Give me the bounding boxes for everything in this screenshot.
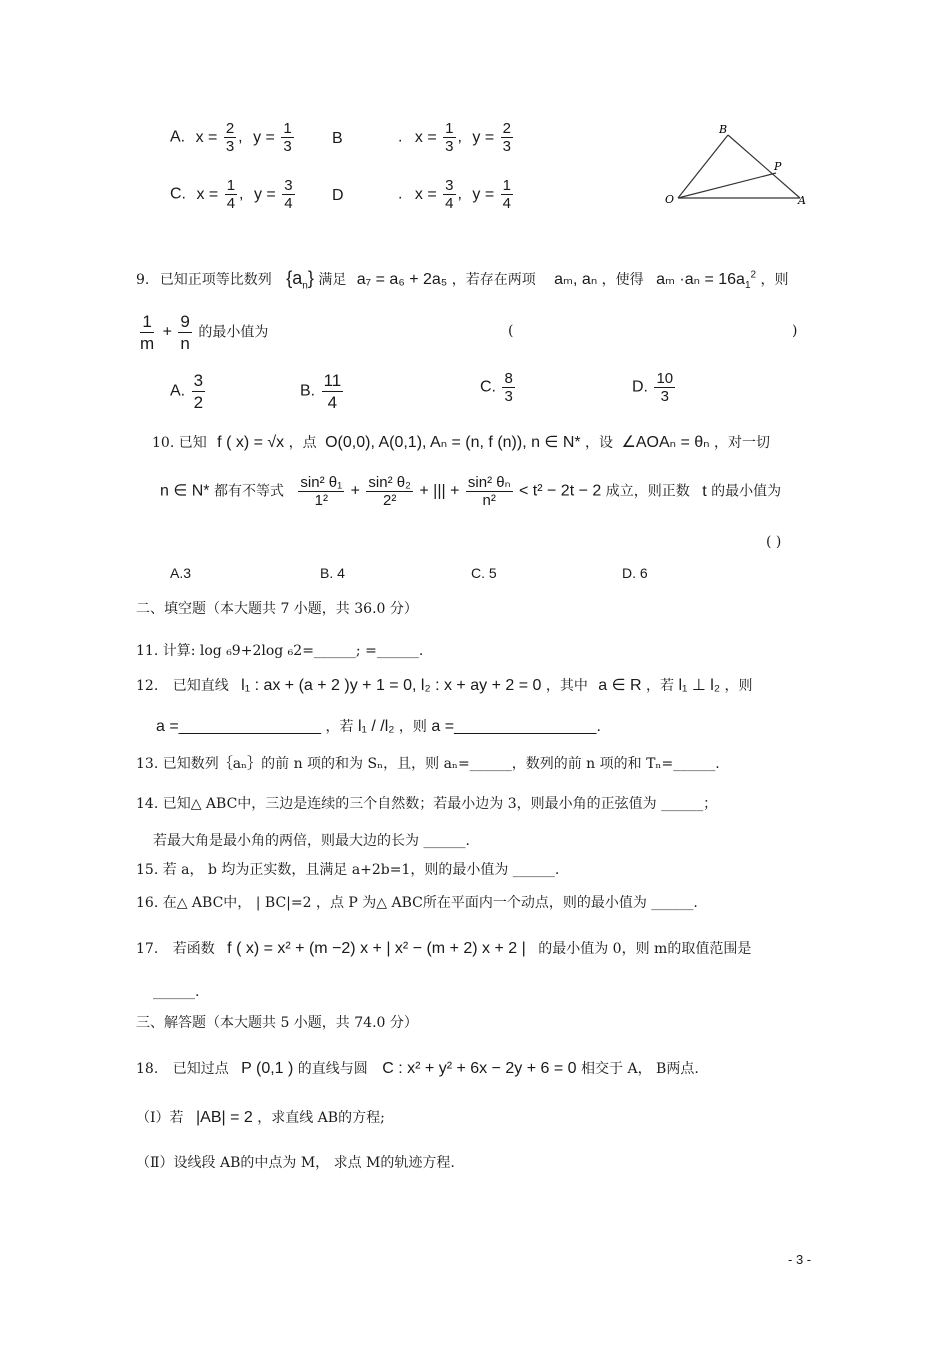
q10-option-c: C. 5 <box>471 565 497 581</box>
x-var: x = <box>196 185 219 203</box>
q12-line2 <box>156 716 601 736</box>
denominator: 4 <box>284 195 293 212</box>
q9-paren-close: ) <box>792 323 798 339</box>
fraction <box>366 474 413 509</box>
terms: aₘ, aₙ <box>554 271 598 288</box>
text: 已知直线 <box>172 678 229 694</box>
q14-line1: 14. 已知△ ABC中，三边是连续的三个自然数；若最小边为 3，则最小角的正弦值为 ______； <box>136 796 718 812</box>
numerator: 11 <box>323 371 342 390</box>
text: 的最小值为 <box>711 483 782 500</box>
text: ，则 <box>760 272 789 288</box>
fraction <box>178 311 191 354</box>
q8-option-b-label <box>332 130 343 148</box>
parallel: l₁ / /l₂ <box>357 718 395 735</box>
numerator: 8 <box>504 370 513 387</box>
fraction <box>501 177 513 212</box>
label-p: P <box>774 160 782 173</box>
denominator: m <box>140 334 155 353</box>
x-var: x = <box>414 128 437 146</box>
product-sub: 1 <box>744 280 751 292</box>
q9-line2 <box>136 311 268 354</box>
q17-line1 <box>136 938 751 958</box>
option-label: B <box>332 130 343 147</box>
label-b: B <box>719 123 728 136</box>
fraction <box>501 120 513 155</box>
text: ，对一切 <box>713 435 770 451</box>
ellipsis: + ||| + <box>419 482 460 500</box>
q18-part2: （Ⅱ）设线段 AB的中点为 M， 求点 M的轨迹方程. <box>136 1155 455 1171</box>
ab-length: |AB| = 2 <box>195 1109 253 1126</box>
numerator: 1 <box>502 177 511 194</box>
q15: 15. 若 a， b 均为正实数，且满足 a+2b=1，则的最小值为 ______. <box>136 862 560 878</box>
text: 相交于 A， B两点. <box>581 1061 699 1077</box>
fraction <box>654 370 675 405</box>
text: ，点 <box>288 435 317 451</box>
numerator: 1 <box>142 312 152 331</box>
q9-option-c <box>480 370 517 405</box>
q9-paren-open: ( <box>508 323 514 339</box>
denominator: 4 <box>445 195 454 212</box>
option-label: C. <box>480 378 496 396</box>
denominator: 4 <box>327 393 338 412</box>
product <box>656 269 757 292</box>
q8-option-d <box>398 177 515 212</box>
q14-line2: 若最大角是最小角的两倍，则最大边的长为 ______. <box>153 833 470 849</box>
fraction <box>298 474 344 509</box>
numerator: sin² θ₁ <box>300 474 343 491</box>
text: ，设 <box>585 435 614 451</box>
q10-line1 <box>152 432 770 452</box>
denominator: 3 <box>225 138 235 155</box>
points: O(0,0), A(0,1), Aₙ = (n, f (n)), n ∈ N* <box>325 434 581 451</box>
denominator: 1² <box>314 492 328 509</box>
function: f ( x) = x² + (m −2) x + | x² − (m + 2) x + 2 | <box>227 940 526 957</box>
denominator: 4 <box>226 195 236 212</box>
perpendicular: l₁ ⊥ l₂ <box>678 677 721 694</box>
text: 都有不等式 <box>213 483 284 500</box>
q10-line2 <box>160 474 781 509</box>
text: ，则 <box>398 719 427 735</box>
n-in-N: n ∈ N* <box>160 482 210 500</box>
var-t: t <box>702 482 707 500</box>
fraction <box>443 177 455 212</box>
text: 成立，则正数 <box>605 483 690 500</box>
text: 已知正项等比数列 <box>159 272 272 288</box>
q18-line1 <box>136 1058 699 1078</box>
q8-option-a <box>170 120 296 155</box>
text: 满足 <box>318 272 347 288</box>
fraction <box>443 120 455 155</box>
option-label: C. <box>170 185 186 203</box>
circle-equation: C : x² + y² + 6x − 2y + 6 = 0 <box>382 1060 577 1077</box>
product-text: aₘ ·aₙ = 16a <box>656 271 745 288</box>
text: 已知 <box>178 435 207 451</box>
question-number: 18. <box>136 1061 159 1077</box>
numerator: 3 <box>284 177 293 194</box>
fraction <box>225 177 237 212</box>
y-var: y = <box>472 185 495 203</box>
numerator: 1 <box>226 177 236 194</box>
page-number: - 3 - <box>788 1252 812 1267</box>
point-p: P (0,1 ) <box>241 1060 294 1077</box>
q10-option-a: A.3 <box>170 565 192 581</box>
section-fill-in-heading: 二、填空题（本大题共 7 小题，共 36.0 分） <box>136 601 418 617</box>
label-o: O <box>665 193 675 206</box>
q10-option-b: B. 4 <box>320 565 345 581</box>
numerator: 1 <box>283 120 292 137</box>
numerator: 3 <box>193 371 204 390</box>
q8-option-d-label <box>332 187 344 205</box>
function: f ( x) = √x <box>217 434 285 451</box>
section-answer-heading: 三、解答题（本大题共 5 小题，共 74.0 分） <box>136 1015 418 1031</box>
numerator: 1 <box>445 120 454 137</box>
text: （Ⅰ）若 <box>136 1110 184 1126</box>
seq-close: } <box>307 268 314 288</box>
product-sup: 2 <box>750 269 757 281</box>
blank-perp: a =________________ <box>156 718 322 735</box>
q9-option-a <box>170 370 207 413</box>
q16: 16. 在△ ABC中， | BC|=2 ，点 P 为△ ABC所在平面内一个动点，则的最小值为 ______. <box>136 895 698 911</box>
q9-option-d <box>632 370 677 405</box>
x-var: x = <box>195 128 218 146</box>
text: 若函数 <box>172 941 215 957</box>
q10-option-d: D. 6 <box>622 565 648 581</box>
numerator: 9 <box>180 312 190 331</box>
q9-line1 <box>136 268 789 292</box>
lines: l₁ : ax + (a + 2 )y + 1 = 0, l₂ : x + ay + 2 = 0 <box>241 677 542 694</box>
segment-ba <box>728 135 800 198</box>
option-label: A. <box>170 128 186 146</box>
sequence <box>286 268 314 292</box>
q17-blank: ______. <box>153 984 200 1000</box>
angle: ∠AOAₙ = θₙ <box>621 434 710 451</box>
question-number: 17. <box>136 941 159 957</box>
question-number: 12. <box>136 678 159 694</box>
x-var: x = <box>414 185 437 203</box>
denominator: 4 <box>502 195 511 212</box>
text: ，使得 <box>601 272 644 288</box>
dot: . <box>398 185 403 203</box>
numerator: sin² θ₂ <box>368 474 411 491</box>
fraction <box>502 370 514 405</box>
denominator: 3 <box>502 138 511 155</box>
denominator: n² <box>482 492 496 509</box>
denominator: n <box>180 334 190 353</box>
inequality-rhs: < t² − 2t − 2 <box>519 482 602 500</box>
segment-op <box>678 173 776 198</box>
numerator: 3 <box>445 177 454 194</box>
denominator: 2 <box>193 393 204 412</box>
q18-part1 <box>136 1107 385 1127</box>
text: ，若 <box>646 678 675 694</box>
comma: , <box>457 128 462 146</box>
fraction <box>466 474 513 509</box>
q12-line1 <box>136 675 752 695</box>
question-number: 9. <box>136 272 150 288</box>
label-a: A <box>798 194 806 207</box>
fraction <box>281 120 293 155</box>
denominator: 3 <box>445 138 454 155</box>
option-label: B. <box>300 382 316 400</box>
denominator: 3 <box>283 138 292 155</box>
text: ，其中 <box>545 678 588 694</box>
fraction <box>192 370 205 413</box>
fraction <box>322 370 344 413</box>
condition: a ∈ R <box>598 677 642 694</box>
fraction <box>224 120 236 155</box>
triangle-figure <box>660 120 820 210</box>
text: 已知过点 <box>172 1061 229 1077</box>
q11: 11. 计算: log ₆9+2log ₆2=______; =______. <box>136 643 424 659</box>
text: 的最小值为 <box>198 324 269 341</box>
segment-ob <box>678 135 728 198</box>
y-var: y = <box>472 128 495 146</box>
option-label: D <box>332 187 344 204</box>
denominator: 3 <box>504 388 513 405</box>
numerator: 2 <box>502 120 511 137</box>
text: ，则 <box>724 678 753 694</box>
fraction <box>282 177 294 212</box>
fraction <box>138 311 156 354</box>
denominator: 3 <box>660 388 669 405</box>
comma: , <box>238 128 243 146</box>
text: ，若 <box>325 719 354 735</box>
question-number: 10. <box>152 435 175 451</box>
dot: . <box>398 128 403 146</box>
q9-option-b <box>300 370 345 413</box>
y-var: y = <box>253 128 275 146</box>
comma: , <box>457 185 462 203</box>
q8-option-c <box>170 177 297 212</box>
q13: 13. 已知数列｛aₙ｝的前 n 项的和为 Sₙ，且，则 aₙ=______，数列的前 n 项的和 Tₙ=______. <box>136 756 720 772</box>
seq-sub: n <box>302 280 308 292</box>
option-label: D. <box>632 378 648 396</box>
seq-open: {a <box>286 268 303 288</box>
blank-parallel: a =________________. <box>431 718 601 735</box>
plus: + <box>162 323 172 341</box>
numerator: sin² θₙ <box>467 474 511 491</box>
text: 的最小值为 0，则 m的取值范围是 <box>538 941 752 957</box>
comma: , <box>239 185 244 203</box>
text: ，若存在两项 <box>451 272 536 288</box>
text: ，求直线 AB的方程; <box>257 1110 385 1126</box>
text: 的直线与圆 <box>297 1061 368 1077</box>
y-var: y = <box>253 185 276 203</box>
condition: a₇ = a₆ + 2a₅ <box>356 271 448 288</box>
numerator: 2 <box>225 120 235 137</box>
plus: + <box>350 482 360 500</box>
denominator: 2² <box>383 492 397 509</box>
q8-option-b <box>398 120 515 155</box>
numerator: 10 <box>656 370 674 387</box>
option-label: A. <box>170 382 186 400</box>
q10-paren: ( ) <box>766 534 782 550</box>
